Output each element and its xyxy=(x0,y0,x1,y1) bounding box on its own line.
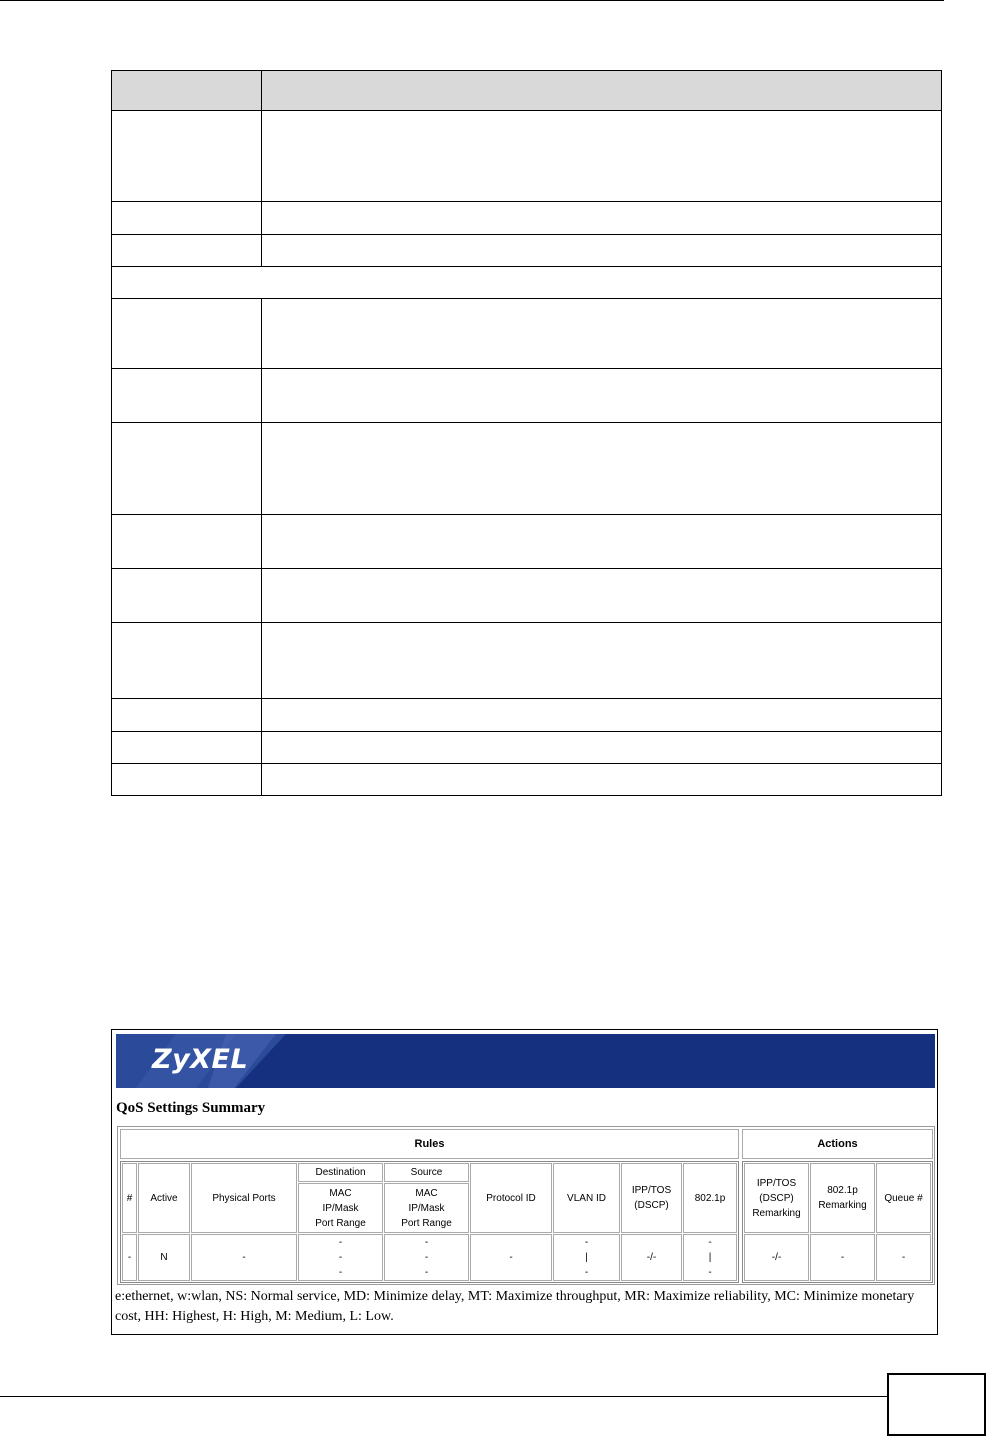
table-row-label xyxy=(112,623,262,699)
footer-rule xyxy=(0,1396,888,1397)
table-row-description xyxy=(262,423,942,515)
table-cell-vlan-id: - | - xyxy=(553,1234,620,1281)
legend-text: e:ethernet, w:wlan, NS: Normal service, MD: Minimize delay, MT: Maximize throughput, MR: Maximize reliability, MC: Minimize monetary cost, HH: Highest, H: High, M: Medium, L: Low. xyxy=(115,1289,915,1324)
table-header-label xyxy=(112,71,262,111)
table-row-description xyxy=(262,764,942,796)
col-header-queue: Queue # xyxy=(876,1163,931,1233)
table-row-description xyxy=(262,299,942,369)
table-cell-8021p: - | - xyxy=(683,1234,737,1281)
actions-group-header: Actions xyxy=(742,1129,933,1159)
col-header-source-sub: MAC IP/Mask Port Range xyxy=(384,1183,469,1233)
table-row-label xyxy=(112,732,262,764)
table-row-label xyxy=(112,569,262,623)
table-row-label xyxy=(112,202,262,235)
col-header-8021p: 802.1p xyxy=(683,1163,737,1233)
page-number-box xyxy=(887,1373,986,1436)
field-description-table xyxy=(111,70,942,796)
table-cell-active: N xyxy=(138,1234,190,1281)
table-cell-physical-ports: - xyxy=(191,1234,297,1281)
col-header-ipp-tos-remarking: IPP/TOS (DSCP) Remarking xyxy=(744,1163,809,1233)
table-row-description xyxy=(262,699,942,732)
col-header-vlan-id: VLAN ID xyxy=(553,1163,620,1233)
table-row-description xyxy=(262,569,942,623)
table-cell-source: - - - xyxy=(384,1234,469,1281)
col-header-active: Active xyxy=(138,1163,190,1233)
col-header-source: Source xyxy=(384,1163,469,1182)
table-row-label xyxy=(112,369,262,423)
col-header-physical-ports: Physical Ports xyxy=(191,1163,297,1233)
col-header-protocol-id: Protocol ID xyxy=(470,1163,552,1233)
table-cell-ipp-tos-remarking: -/- xyxy=(744,1234,809,1281)
table-row-label xyxy=(112,423,262,515)
qos-summary-screenshot xyxy=(111,1029,938,1335)
table-cell-protocol-id: - xyxy=(470,1234,552,1281)
rules-group-header: Rules xyxy=(120,1129,739,1159)
table-row-description xyxy=(262,515,942,569)
table-cell-queue: - xyxy=(876,1234,931,1281)
table-row-label xyxy=(112,515,262,569)
table-row-description xyxy=(262,235,942,267)
col-header-num: # xyxy=(122,1163,137,1233)
table-row-description xyxy=(262,732,942,764)
col-header-destination: Destination xyxy=(298,1163,383,1182)
header-rule xyxy=(0,0,944,1)
table-row-label xyxy=(112,111,262,202)
table-cell-8021p-remarking: - xyxy=(810,1234,875,1281)
table-row-description xyxy=(262,202,942,235)
zyxel-banner xyxy=(116,1034,935,1088)
col-header-destination-sub: MAC IP/Mask Port Range xyxy=(298,1183,383,1233)
table-row-label xyxy=(112,699,262,732)
qos-summary-table xyxy=(117,1126,935,1285)
col-header-8021p-remarking: 802.1p Remarking xyxy=(810,1163,875,1233)
table-row-label xyxy=(112,764,262,796)
page-title: QoS Settings Summary xyxy=(116,1100,266,1116)
table-cell-destination: - - - xyxy=(298,1234,383,1281)
table-header-description xyxy=(262,71,942,111)
table-row-description xyxy=(262,369,942,423)
table-cell-ipp-tos: -/- xyxy=(621,1234,682,1281)
zyxel-logo: ZyXEL xyxy=(152,1044,249,1075)
table-row-description xyxy=(262,623,942,699)
table-row-description xyxy=(262,111,942,202)
table-section-row xyxy=(112,267,942,299)
table-row-label xyxy=(112,235,262,267)
table-row-label xyxy=(112,299,262,369)
col-header-ipp-tos: IPP/TOS (DSCP) xyxy=(621,1163,682,1233)
table-cell-num: - xyxy=(122,1234,137,1281)
